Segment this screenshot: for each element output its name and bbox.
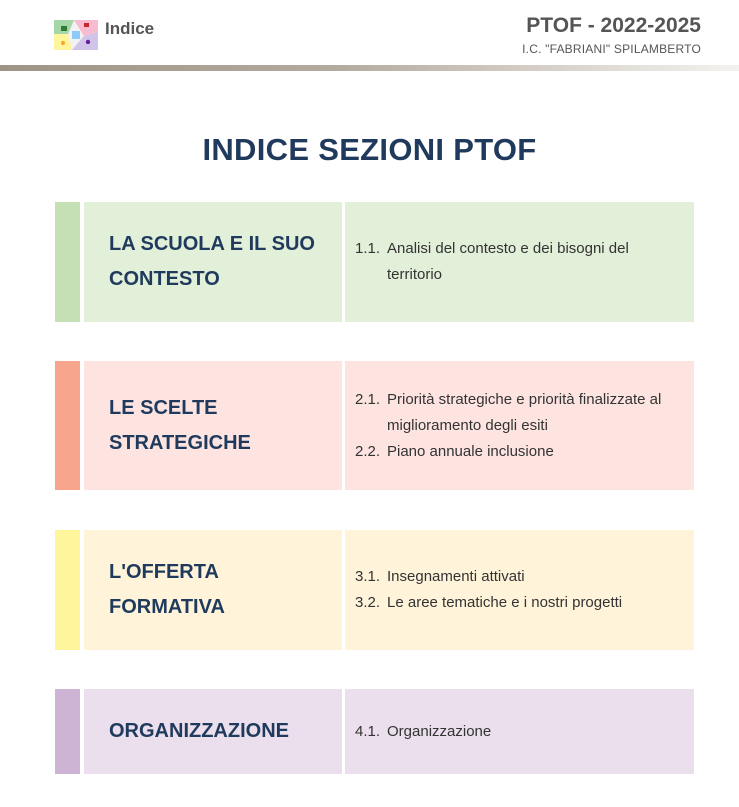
page-title: INDICE SEZIONI PTOF <box>202 132 537 167</box>
item-text: Organizzazione <box>387 722 492 740</box>
section-item[interactable] <box>345 236 694 288</box>
header-school-name: I.C. "FABRIANI" SPILAMBERTO <box>522 42 701 56</box>
item-number: 2.1. <box>355 390 381 408</box>
section-item[interactable] <box>345 719 694 745</box>
index-section-4 <box>55 689 694 774</box>
section-title: LE SCELTE STRATEGICHE <box>109 396 251 454</box>
section-color-strip <box>55 361 80 490</box>
section-item[interactable] <box>345 439 694 465</box>
section-title-box <box>84 530 342 650</box>
section-title-box <box>84 202 342 322</box>
item-number: 3.1. <box>355 568 381 585</box>
school-logo-icon <box>54 18 98 52</box>
header-section-title: Indice <box>105 19 155 38</box>
item-text: Analisi del contesto e dei bisogni del territorio <box>387 240 629 283</box>
section-items-box <box>345 530 694 650</box>
section-title-box <box>84 689 342 774</box>
item-text: Insegnamenti attivati <box>387 568 525 585</box>
item-text: Le aree tematiche e i nostri progetti <box>387 594 623 611</box>
section-items-box <box>345 689 694 774</box>
item-text: Piano annuale inclusione <box>387 442 554 460</box>
item-text: Priorità strategiche e priorità finalizzate al miglioramento degli esiti <box>387 390 662 434</box>
item-number: 3.2. <box>355 594 381 611</box>
section-items-box <box>345 361 694 490</box>
section-item[interactable] <box>345 590 694 616</box>
item-number: 2.2. <box>355 442 381 460</box>
page-header <box>0 0 739 72</box>
section-color-strip <box>55 202 80 322</box>
item-number: 4.1. <box>355 722 381 740</box>
index-section-3 <box>55 530 694 650</box>
section-title: L'OFFERTA FORMATIVA <box>109 561 225 618</box>
index-section-1 <box>55 202 694 322</box>
section-title: ORGANIZZAZIONE <box>109 720 289 742</box>
header-document-title: PTOF - 2022-2025 <box>526 14 701 37</box>
section-items-box <box>345 202 694 322</box>
section-title: LA SCUOLA E IL SUO CONTESTO <box>109 233 315 290</box>
section-title-box <box>84 361 342 490</box>
section-item[interactable] <box>345 387 694 439</box>
section-color-strip <box>55 689 80 774</box>
item-number: 1.1. <box>355 240 381 257</box>
section-color-strip <box>55 530 80 650</box>
section-item[interactable] <box>345 564 694 590</box>
header-divider <box>0 65 739 71</box>
index-section-2 <box>55 361 694 490</box>
